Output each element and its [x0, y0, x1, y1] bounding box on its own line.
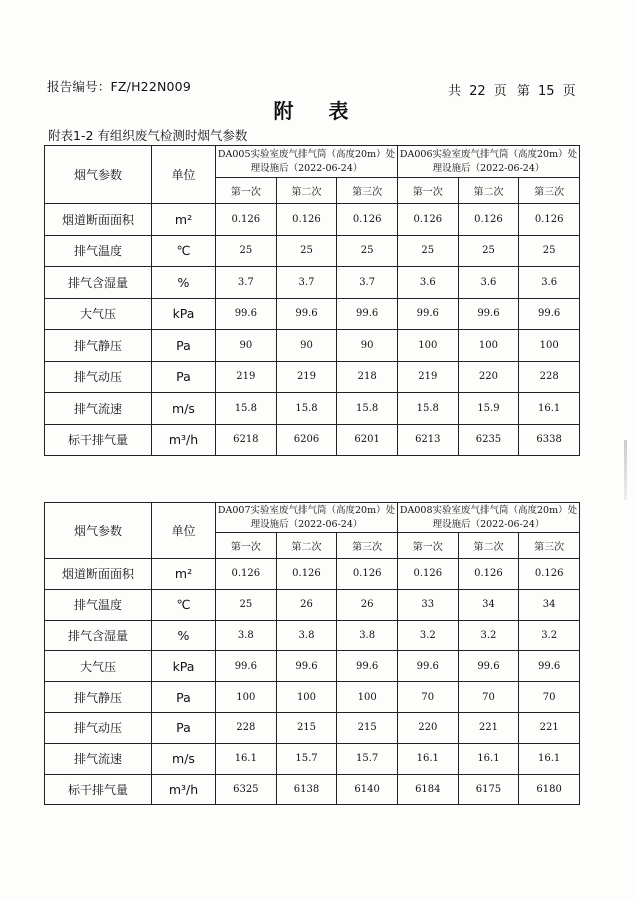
value-cell: 3.6	[458, 267, 519, 299]
report-number: 报告编号：FZ/H22N009	[47, 79, 191, 94]
value-cell: 99.6	[458, 651, 519, 682]
table-row	[45, 235, 580, 267]
value-cell: 99.6	[276, 651, 337, 682]
table-row	[45, 559, 580, 590]
value-cell: 6138	[276, 774, 337, 805]
value-cell: 99.6	[337, 298, 398, 330]
value-cell: 219	[216, 361, 277, 393]
run-header: 第三次	[519, 178, 580, 204]
value-cell: 25	[216, 235, 277, 267]
value-cell: 15.8	[337, 393, 398, 425]
value-cell: 3.7	[216, 267, 277, 299]
outlet-header: DA005实验室废气排气筒（高度20m）处理设施后（2022-06-24）	[216, 146, 398, 178]
value-cell: 6206	[276, 424, 337, 456]
value-cell: 3.2	[519, 620, 580, 651]
value-cell: 16.1	[216, 743, 277, 774]
value-cell: 99.6	[458, 298, 519, 330]
value-cell: 99.6	[519, 651, 580, 682]
param-name: 大气压	[45, 651, 152, 682]
run-header: 第二次	[458, 178, 519, 204]
value-cell: 3.2	[397, 620, 458, 651]
value-cell: 99.6	[216, 651, 277, 682]
value-cell: 220	[458, 361, 519, 393]
param-column-header: 烟气参数	[45, 146, 152, 204]
value-cell: 219	[397, 361, 458, 393]
value-cell: 100	[216, 682, 277, 713]
value-cell: 15.7	[276, 743, 337, 774]
table-row	[45, 393, 580, 425]
value-cell: 6184	[397, 774, 458, 805]
param-unit: Pa	[152, 682, 216, 713]
table-row	[45, 712, 580, 743]
value-cell: 228	[519, 361, 580, 393]
value-cell: 0.126	[216, 559, 277, 590]
param-name: 排气静压	[45, 330, 152, 362]
value-cell: 3.6	[397, 267, 458, 299]
value-cell: 100	[397, 330, 458, 362]
value-cell: 100	[337, 682, 398, 713]
value-cell: 6325	[216, 774, 277, 805]
value-cell: 99.6	[216, 298, 277, 330]
param-name: 排气温度	[45, 235, 152, 267]
unit-column-header: 单位	[152, 503, 216, 559]
param-unit: m/s	[152, 743, 216, 774]
value-cell: 220	[397, 712, 458, 743]
value-cell: 3.8	[337, 620, 398, 651]
total-pages: 共 22 页	[448, 84, 507, 99]
value-cell: 25	[397, 235, 458, 267]
param-name: 标干排气量	[45, 424, 152, 456]
table-caption: 附表1-2 有组织废气检测时烟气参数	[48, 128, 248, 143]
value-cell: 15.8	[276, 393, 337, 425]
run-header: 第三次	[519, 533, 580, 559]
run-header: 第二次	[276, 533, 337, 559]
value-cell: 3.7	[276, 267, 337, 299]
value-cell: 221	[458, 712, 519, 743]
value-cell: 6213	[397, 424, 458, 456]
value-cell: 0.126	[519, 204, 580, 236]
flue-gas-table-2	[44, 502, 580, 805]
table-row	[45, 424, 580, 456]
value-cell: 219	[276, 361, 337, 393]
param-unit: ℃	[152, 589, 216, 620]
value-cell: 90	[337, 330, 398, 362]
value-cell: 0.126	[397, 559, 458, 590]
table-row	[45, 589, 580, 620]
param-unit: m³/h	[152, 774, 216, 805]
param-unit: m²	[152, 204, 216, 236]
run-header: 第一次	[397, 178, 458, 204]
outlet-header: DA008实验室废气排气筒（高度20m）处理设施后（2022-06-24）	[397, 503, 579, 533]
run-header: 第一次	[216, 178, 277, 204]
value-cell: 0.126	[337, 559, 398, 590]
value-cell: 99.6	[519, 298, 580, 330]
table-row	[45, 682, 580, 713]
run-header: 第二次	[458, 533, 519, 559]
value-cell: 3.8	[216, 620, 277, 651]
value-cell: 3.6	[519, 267, 580, 299]
value-cell: 34	[458, 589, 519, 620]
value-cell: 6180	[519, 774, 580, 805]
value-cell: 0.126	[458, 204, 519, 236]
value-cell: 25	[458, 235, 519, 267]
value-cell: 16.1	[519, 393, 580, 425]
value-cell: 99.6	[397, 651, 458, 682]
value-cell: 0.126	[397, 204, 458, 236]
table-row	[45, 361, 580, 393]
value-cell: 70	[458, 682, 519, 713]
param-column-header: 烟气参数	[45, 503, 152, 559]
value-cell: 15.8	[397, 393, 458, 425]
param-unit: Pa	[152, 361, 216, 393]
table-row	[45, 620, 580, 651]
value-cell: 6235	[458, 424, 519, 456]
param-name: 排气静压	[45, 682, 152, 713]
param-unit: %	[152, 620, 216, 651]
value-cell: 25	[216, 589, 277, 620]
value-cell: 99.6	[397, 298, 458, 330]
value-cell: 26	[337, 589, 398, 620]
page-title: 附 表	[273, 99, 363, 123]
value-cell: 26	[276, 589, 337, 620]
table-row	[45, 204, 580, 236]
value-cell: 0.126	[276, 204, 337, 236]
value-cell: 15.7	[337, 743, 398, 774]
value-cell: 33	[397, 589, 458, 620]
param-name: 排气流速	[45, 743, 152, 774]
value-cell: 100	[519, 330, 580, 362]
param-name: 排气含湿量	[45, 267, 152, 299]
outlet-header: DA006实验室废气排气筒（高度20m）处理设施后（2022-06-24）	[397, 146, 579, 178]
param-name: 排气流速	[45, 393, 152, 425]
param-name: 排气温度	[45, 589, 152, 620]
value-cell: 6201	[337, 424, 398, 456]
run-header: 第一次	[397, 533, 458, 559]
param-unit: m/s	[152, 393, 216, 425]
param-name: 排气动压	[45, 712, 152, 743]
value-cell: 70	[397, 682, 458, 713]
flue-gas-table-1	[44, 145, 580, 456]
table-row	[45, 651, 580, 682]
value-cell: 100	[458, 330, 519, 362]
value-cell: 99.6	[276, 298, 337, 330]
table-row	[45, 774, 580, 805]
page-number: 第 15 页	[516, 84, 576, 99]
value-cell: 15.8	[216, 393, 277, 425]
param-unit: ℃	[152, 235, 216, 267]
value-cell: 15.9	[458, 393, 519, 425]
param-name: 烟道断面面积	[45, 204, 152, 236]
header-row	[45, 146, 580, 178]
value-cell: 70	[519, 682, 580, 713]
param-name: 烟道断面面积	[45, 559, 152, 590]
value-cell: 6338	[519, 424, 580, 456]
value-cell: 6140	[337, 774, 398, 805]
run-header: 第二次	[276, 178, 337, 204]
value-cell: 0.126	[276, 559, 337, 590]
value-cell: 34	[519, 589, 580, 620]
value-cell: 90	[216, 330, 277, 362]
value-cell: 215	[276, 712, 337, 743]
param-name: 排气动压	[45, 361, 152, 393]
value-cell: 0.126	[216, 204, 277, 236]
table-row	[45, 743, 580, 774]
value-cell: 16.1	[397, 743, 458, 774]
value-cell: 16.1	[519, 743, 580, 774]
param-name: 排气含湿量	[45, 620, 152, 651]
param-name: 标干排气量	[45, 774, 152, 805]
value-cell: 3.7	[337, 267, 398, 299]
value-cell: 221	[519, 712, 580, 743]
value-cell: 25	[276, 235, 337, 267]
value-cell: 0.126	[519, 559, 580, 590]
value-cell: 100	[276, 682, 337, 713]
unit-column-header: 单位	[152, 146, 216, 204]
header-row	[45, 503, 580, 533]
value-cell: 228	[216, 712, 277, 743]
table-row	[45, 267, 580, 299]
param-unit: m²	[152, 559, 216, 590]
run-header: 第一次	[216, 533, 277, 559]
param-unit: %	[152, 267, 216, 299]
value-cell: 215	[337, 712, 398, 743]
value-cell: 0.126	[337, 204, 398, 236]
value-cell: 25	[519, 235, 580, 267]
outlet-header: DA007实验室废气排气筒（高度20m）处理设施后（2022-06-24）	[216, 503, 398, 533]
param-unit: kPa	[152, 298, 216, 330]
value-cell: 6218	[216, 424, 277, 456]
table-row	[45, 298, 580, 330]
scan-shadow	[624, 440, 627, 500]
value-cell: 6175	[458, 774, 519, 805]
value-cell: 3.2	[458, 620, 519, 651]
run-header: 第三次	[337, 178, 398, 204]
value-cell: 3.8	[276, 620, 337, 651]
value-cell: 90	[276, 330, 337, 362]
value-cell: 99.6	[337, 651, 398, 682]
param-unit: Pa	[152, 330, 216, 362]
value-cell: 0.126	[458, 559, 519, 590]
param-unit: m³/h	[152, 424, 216, 456]
run-header: 第三次	[337, 533, 398, 559]
value-cell: 25	[337, 235, 398, 267]
param-name: 大气压	[45, 298, 152, 330]
value-cell: 218	[337, 361, 398, 393]
param-unit: Pa	[152, 712, 216, 743]
table-row	[45, 330, 580, 362]
value-cell: 16.1	[458, 743, 519, 774]
param-unit: kPa	[152, 651, 216, 682]
